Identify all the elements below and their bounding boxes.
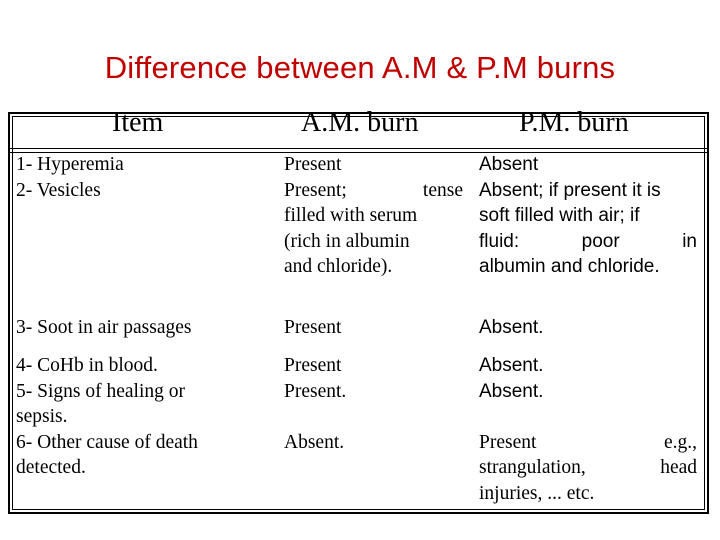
pm-vesicles-line2: soft filled with air; if [479,205,640,226]
header-pm-burn: P.M. burn [519,107,629,138]
pm-vesicles-line4: albumin and chloride. [479,256,660,277]
pm-other-cause-word3: strangulation, [479,457,586,478]
item-healing-text: 5- Signs of healing or [16,380,185,402]
am-vesicles-line4: and chloride). [284,256,393,277]
item-other-cause-line2: detected. [16,457,86,478]
pm-vesicles-word2: poor [581,230,620,252]
item-other-cause-line1: 6- Other cause of death [16,431,198,453]
am-vesicles-word2: tense [422,179,463,201]
row2-pm-cell [479,315,697,341]
pm-other-cause-line3: injuries, ... etc. [479,482,595,504]
am-cohb: Present [284,355,342,376]
pm-vesicles-word1: fluid: [479,230,520,252]
row2-item-cell [16,315,271,341]
header-am-burn: A.M. burn [301,107,419,138]
pm-other-cause-line2 [479,455,697,481]
item-healing-line1 [16,379,271,405]
row1-item-cell [16,152,271,203]
row1-pm-cell [479,152,697,280]
slide-title: Difference between A.M & P.M burns [104,50,616,85]
am-soot: Present [284,317,342,338]
item-hyperemia: 1- Hyperemia [16,154,124,175]
header-item: Item [112,107,164,138]
pm-cohb: Absent. [479,355,544,376]
pm-other-cause-word2: e.g., [663,431,697,453]
pm-vesicles-line1: Absent; if present it is [479,179,661,201]
am-healing: Present. [284,380,347,402]
row2-am-cell [284,315,463,341]
item-cohb: 4- CoHb in blood. [16,355,158,376]
am-vesicles-line3: (rich in albumin [284,230,410,252]
pm-soot: Absent. [479,317,544,338]
row3-pm-cell [479,353,697,506]
pm-vesicles-word3: in [682,230,697,252]
item-soot: 3- Soot in air passages [16,317,192,338]
pm-other-cause-word1: Present [479,431,537,453]
row3-am-cell [284,353,463,455]
am-hyperemia: Present [284,154,342,175]
row3-item-cell [16,353,271,481]
am-vesicles-word1: Present; [284,179,347,201]
am-vesicles-line1 [284,178,463,204]
item-vesicles: 2- Vesicles [16,179,101,201]
pm-other-cause-line1 [479,430,697,456]
item-healing-line2: sepsis. [16,406,68,427]
pm-other-cause-word4: head [660,457,697,478]
pm-vesicles-line3 [479,229,697,255]
pm-healing: Absent. [479,380,544,402]
header-divider [8,148,709,149]
row1-am-cell [284,152,463,280]
am-vesicles-line2: filled with serum [284,205,418,226]
am-other-cause: Absent. [284,431,345,453]
pm-hyperemia: Absent [479,154,539,175]
